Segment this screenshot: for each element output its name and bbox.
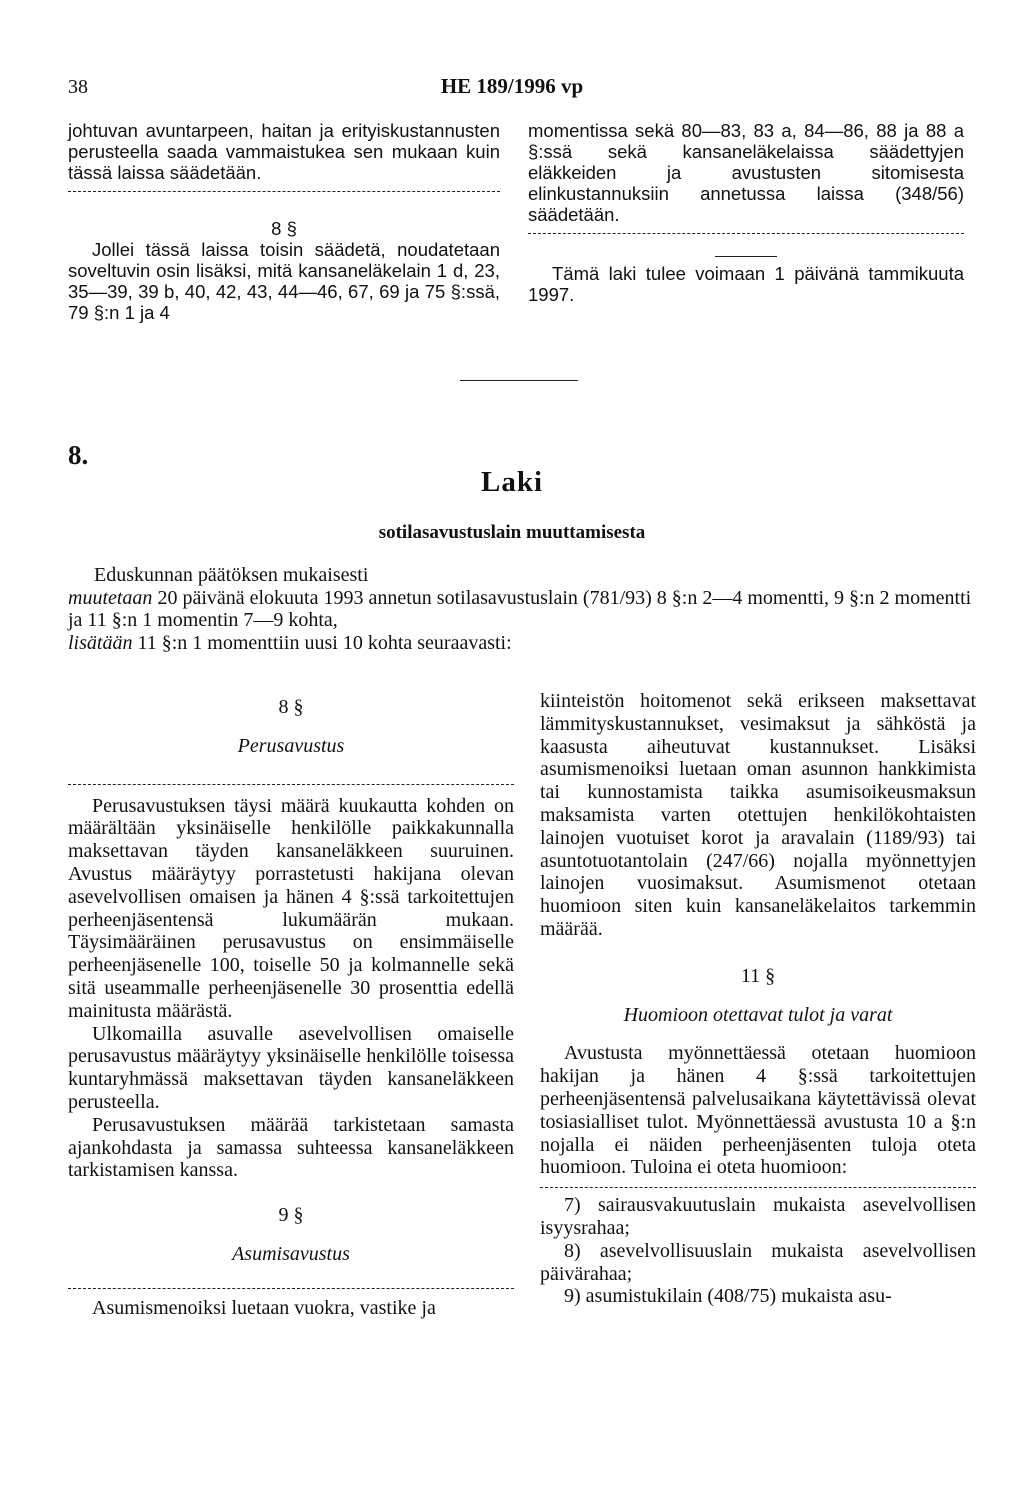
- page-number: 38: [68, 76, 88, 98]
- separator-rule: [460, 380, 578, 381]
- law-subtitle: sotilasavustuslain muuttamisesta: [378, 522, 646, 543]
- intro-line: [68, 587, 974, 632]
- lower-left-column: [68, 690, 514, 1320]
- paragraph: Tämä laki tulee voimaan 1 päivänä tammikuuta 1997.: [528, 263, 964, 305]
- section-title: Huomioon otettavat tulot ja varat: [623, 1003, 893, 1026]
- short-rule: [715, 256, 777, 257]
- paragraph: kiinteistön hoitomenot sekä erikseen maksettavat lämmityskustannukset, vesimaksut ja sähköstä ja kaasusta aiheutuvat kustannukset. Lisäksi asumismenoiksi luetaan oman asunnon hankkimista tai kunnostamista taikka asumisoikeusmaksun maksamista varten otettujen henkilökohtaisten lainojen vuotuiset korot ja aravalain (1189/93) tai asuntotuotantolain (247/66) nojalla myönnettyjen lainojen vuosimaksut. Asumismenot otetaan huomioon siten kuin kansaneläkelaitos tarkemmin määrää.: [540, 690, 976, 940]
- paragraph: Ulkomailla asuvalle asevelvollisen omaiselle perusavustus määräytyy yksinäiselle henkilölle toisessa kuntaryhmässä maksettavan täyden kansaneläkkeen perusteella.: [68, 1022, 514, 1113]
- document-id: HE 189/1996 vp: [440, 74, 584, 98]
- law-title: Laki: [480, 466, 544, 498]
- top-left-column: [68, 120, 500, 323]
- paragraph: Asumismenoiksi luetaan vuokra, vastike ja: [92, 1296, 436, 1319]
- intro-line: Eduskunnan päätöksen mukaisesti: [94, 564, 369, 586]
- lower-right-column: [540, 690, 976, 1308]
- section-title: Asumisavustus: [232, 1242, 350, 1265]
- paragraph: johtuvan avuntarpeen, haitan ja erityiskustannusten perusteella saada vammaistukea sen mukaan kuin tässä laissa säädetään.: [68, 120, 500, 183]
- section-mark: 11 §: [740, 964, 776, 987]
- intro-emphasis: muutetaan: [68, 586, 153, 609]
- dashed-divider: [68, 1288, 514, 1289]
- dashed-divider: [540, 1187, 976, 1188]
- dashed-divider: [68, 191, 500, 192]
- paragraph: momentissa sekä 80—83, 83 a, 84—86, 88 ja 88 a §:ssä sekä kansaneläkelaissa säädettyjen eläkkeiden ja avustusten sitomisesta elinkustannuksiin annetussa laissa (348/56) säädetään.: [528, 120, 964, 225]
- paragraph: Perusavustuksen täysi määrä kuukautta kohden on määrältään yksinäiselle henkilölle paikkakunnalla maksettavan täyden kansaneläkkeen suuruinen. Avustus määräytyy porrastetusti hakijana olevan asevelvollisen omaisen ja hänen 4 §:ssä tarkoitettujen perheenjäsentensä lukumäärän mukaan. Täysimääräinen perusavustus on ensimmäiselle perheenjäsenelle 100, toiselle 50 ja kolmannelle sekä sitä useammalle perheenjäsenelle 30 prosenttia edellä mainitusta määrästä.: [68, 794, 514, 1022]
- intro-emphasis: lisätään: [68, 631, 133, 654]
- section-mark: 9 §: [278, 1204, 304, 1227]
- intro-text: 20 päivänä elokuuta 1993 annetun sotilasavustuslain (781/93) 8 §:n 2—4 momentti, 9 §:n 2 momentti ja 11 §:n 1 momentin 7—9 kohta,: [68, 586, 972, 631]
- section-title: Perusavustus: [237, 734, 345, 757]
- list-item: 8) asevelvollisuuslain mukaista asevelvollisen päivärahaa;: [540, 1239, 976, 1285]
- section-mark: 8 §: [278, 696, 304, 718]
- dashed-divider: [528, 233, 964, 234]
- intro-text: 11 §:n 1 momenttiin uusi 10 kohta seuraavasti:: [132, 631, 512, 654]
- section-mark: 8 §: [271, 218, 297, 239]
- paragraph: Avustusta myönnettäessä otetaan huomioon hakijan ja hänen 4 §:ssä tarkoitettujen perheenjäsentensä palvelusaikana käytettävissä olevat tosiasialliset tulot. Myönnettäessä avustusta 10 a §:n nojalla ei näiden perheenjäsenten tuloja oteta huomioon. Tuloina ei oteta huomioon:: [540, 1042, 976, 1179]
- list-item: 9) asumistukilain (408/75) mukaista asu-: [564, 1285, 892, 1308]
- paragraph: Perusavustuksen määrää tarkistetaan samasta ajankohdasta ja samassa suhteessa kansaneläkkeen tarkistamisen kanssa.: [68, 1113, 514, 1182]
- top-right-column: [528, 120, 964, 305]
- list-item: 7) sairausvakuutuslain mukaista asevelvollisen isyysrahaa;: [540, 1194, 976, 1239]
- intro-line: [68, 632, 974, 655]
- paragraph: Jollei tässä laissa toisin säädetä, noudatetaan soveltuvin osin lisäksi, mitä kansaneläkelain 1 d, 23, 35—39, 39 b, 40, 42, 43, 44—46, 67, 69 ja 75 §:ssä, 79 §:n 1 ja 4: [68, 239, 500, 323]
- law-number: 8.: [68, 440, 89, 470]
- law-intro: [68, 564, 974, 654]
- dashed-divider: [68, 784, 514, 785]
